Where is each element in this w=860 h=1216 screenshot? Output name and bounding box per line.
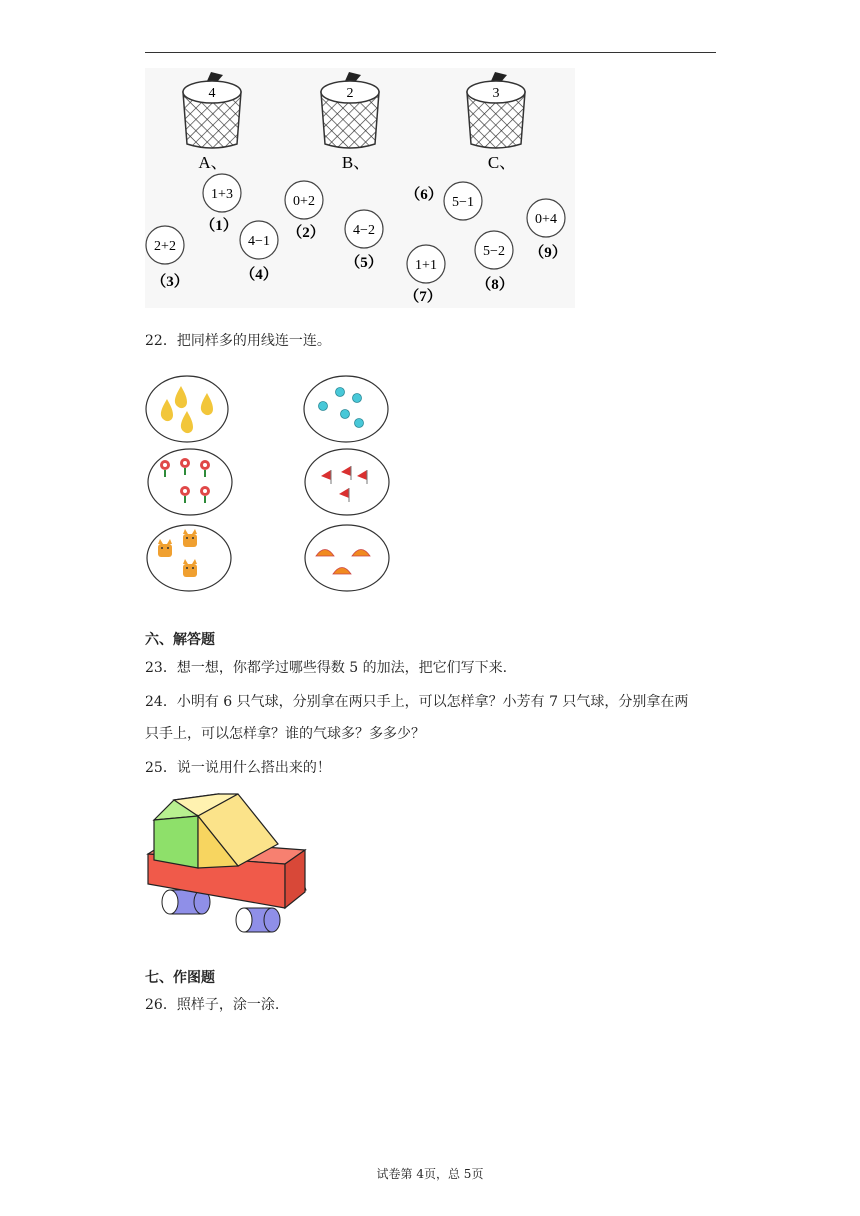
ball-5-tag: （5） — [345, 255, 383, 271]
top-rule — [145, 52, 716, 53]
question-22: 22．把同样多的用线连一连。 — [145, 333, 331, 349]
ball-9-expr: 0+4 — [535, 212, 557, 227]
ball-9-tag: （9） — [529, 245, 567, 261]
basket-a-number: 4 — [208, 86, 216, 101]
ball-8-expr: 5−2 — [483, 244, 505, 259]
oval-flags — [305, 449, 389, 515]
ball-8-tag: （8） — [476, 277, 514, 293]
ball-6-tag: （6） — [405, 187, 443, 203]
ball-3-tag: （3） — [151, 274, 189, 290]
ball-2-expr: 0+2 — [293, 194, 315, 209]
dot-icon — [336, 388, 345, 397]
ball-3-expr: 2+2 — [154, 239, 176, 254]
question-23: 23．想一想，你都学过哪些得数 5 的加法，把它们写下来. — [145, 660, 508, 676]
question-26: 26．照样子，涂一涂. — [145, 997, 280, 1013]
wheel-icon-front — [236, 908, 280, 932]
question-24-line-1: 24．小明有 6 只气球，分别拿在两只手上，可以怎样拿？小芳有 7 只气球，分别拿在两 — [145, 694, 689, 710]
ball-5 — [345, 210, 383, 271]
ball-7-tag: （7） — [404, 289, 442, 305]
ball-1-tag: （1） — [200, 218, 238, 234]
basket-c-label: C、 — [487, 153, 517, 172]
question-25: 25．说一说用什么搭出来的！ — [145, 760, 331, 776]
ball-4 — [240, 221, 278, 283]
section-6-heading: 六、解答题 — [145, 632, 215, 648]
dot-icon — [355, 419, 364, 428]
basket-ball-figure — [145, 68, 575, 308]
dot-icon — [353, 394, 362, 403]
oval-dots — [304, 376, 388, 442]
ball-9 — [527, 199, 567, 261]
ball-4-tag: （4） — [240, 267, 278, 283]
question-24-line-2: 只手上，可以怎样拿？谁的气球多？多多少？ — [145, 726, 425, 742]
basket-c-number: 3 — [492, 86, 500, 101]
dot-icon — [341, 410, 350, 419]
block-car-figure — [140, 782, 315, 947]
ball-4-expr: 4−1 — [248, 234, 270, 249]
matching-figure — [145, 372, 395, 594]
ball-1 — [200, 174, 241, 234]
basket-b-label: B、 — [341, 153, 371, 172]
oval-shells — [305, 525, 389, 591]
basket-a-label: A、 — [198, 153, 228, 172]
page-footer: 试卷第 4页，总 5页 — [376, 1167, 484, 1181]
ball-2 — [285, 181, 325, 241]
ball-8 — [475, 231, 514, 293]
ball-1-expr: 1+3 — [211, 187, 233, 202]
ball-7-expr: 1+1 — [415, 258, 437, 273]
dot-icon — [319, 402, 328, 411]
oval-flowers — [148, 449, 232, 515]
ball-6-expr: 5−1 — [452, 195, 474, 210]
section-7-heading: 七、作图题 — [145, 970, 215, 986]
ball-5-expr: 4−2 — [353, 223, 375, 238]
ball-2-tag: （2） — [287, 225, 325, 241]
ball-7 — [404, 245, 445, 305]
basket-b-number: 2 — [346, 86, 354, 101]
